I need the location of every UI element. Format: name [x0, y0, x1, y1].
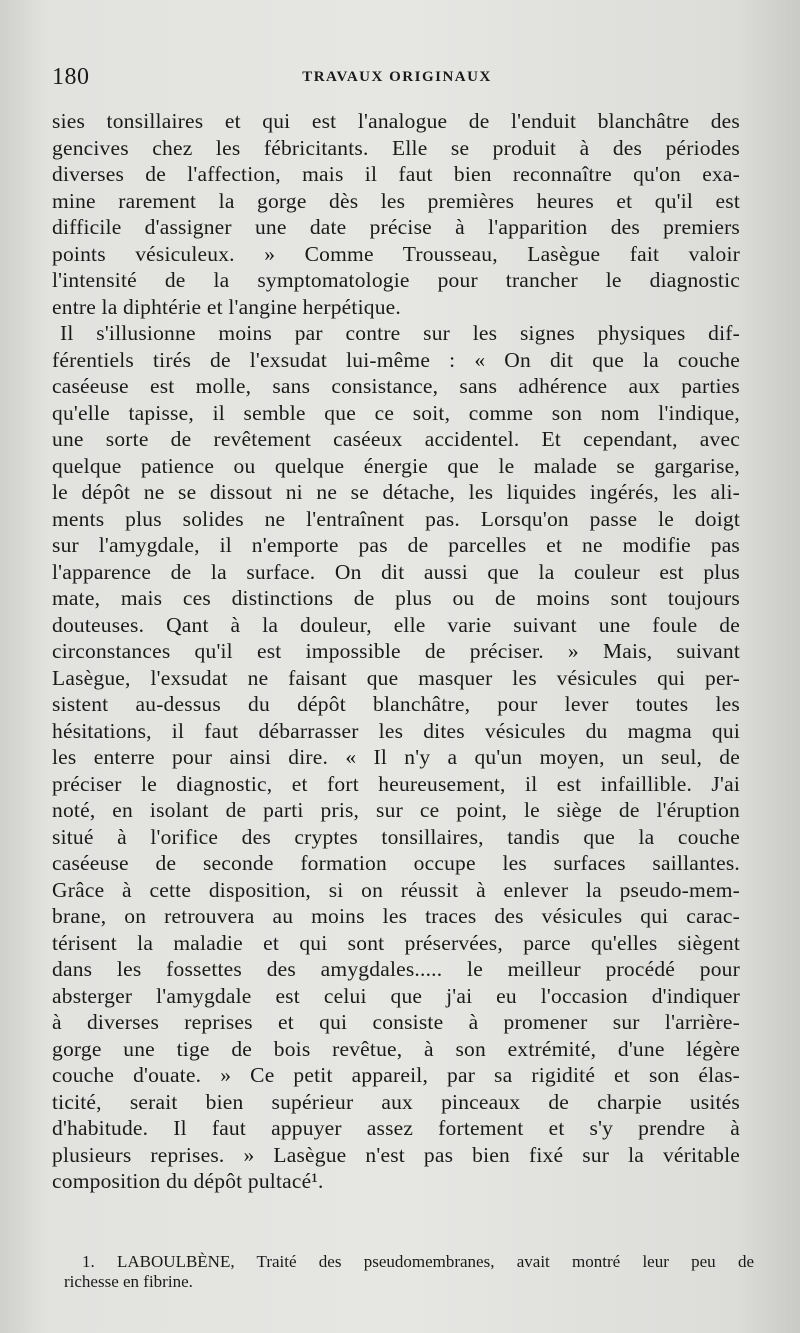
body-text: [52, 108, 740, 1195]
text-line: sistent au-dessus du dépôt blanchâtre, pour lever toutes les: [52, 692, 740, 716]
running-head: TRAVAUX ORIGINAUX: [302, 69, 492, 85]
text-line: Grâce à cette disposition, si on réussit à enlever la pseudo-mem-: [52, 877, 740, 902]
text-line: brane, on retrouvera au moins les traces des vésicules qui carac-: [52, 904, 740, 928]
text-line: quelque patience ou quelque énergie que le malade se gargarise,: [52, 453, 740, 478]
text-line: hésitations, il faut débarrasser les dites vésicules du magma qui: [52, 718, 740, 743]
text-line: férentiels tirés de l'exsudat lui-même : « On dit que la couche: [52, 347, 740, 372]
text-line: Il s'illusionne moins par contre sur les signes physiques dif-: [60, 321, 740, 345]
text-line: d'habitude. Il faut appuyer assez fortement et s'y prendre à: [52, 1116, 740, 1140]
text-line: absterger l'amygdale est celui que j'ai eu l'occasion d'indiquer: [52, 983, 740, 1008]
text-line: entre la diphtérie et l'angine herpétique.: [52, 294, 401, 319]
text-line: préciser le diagnostic, et fort heureusement, il est infaillible. J'ai: [52, 771, 740, 796]
text-line: douteuses. Qant à la douleur, elle varie suivant une foule de: [52, 612, 740, 637]
page-header: [52, 64, 742, 94]
text-line: l'apparence de la surface. On dit aussi que la couleur est plus: [52, 559, 740, 584]
text-line: gorge une tige de bois revêtue, à son extrémité, d'une légère: [52, 1036, 740, 1061]
text-line: gencives chez les fébricitants. Elle se produit à des périodes: [52, 135, 740, 160]
text-line: circonstances qu'il est impossible de préciser. » Mais, suivant: [52, 639, 740, 663]
footnote: [64, 1252, 754, 1292]
text-line: sies tonsillaires et qui est l'analogue de l'enduit blanchâtre des: [52, 109, 740, 133]
text-line: difficile d'assigner une date précise à l'apparition des premiers: [52, 215, 740, 239]
text-line: mate, mais ces distinctions de plus ou de moins sont toujours: [52, 586, 740, 610]
text-line: le dépôt ne se dissout ni ne se détache, les liquides ingérés, les ali-: [52, 480, 740, 504]
text-line: ments plus solides ne l'entraînent pas. Lorsqu'on passe le doigt: [52, 506, 740, 531]
text-line: qu'elle tapisse, il semble que ce soit, comme son nom l'indique,: [52, 400, 740, 425]
text-line: Lasègue, l'exsudat ne faisant que masquer les vésicules qui per-: [52, 665, 740, 690]
text-line: une sorte de revêtement caséeux accidentel. Et cependant, avec: [52, 427, 740, 451]
text-line: situé à l'orifice des cryptes tonsillaires, tandis que la couche: [52, 824, 740, 849]
text-line: composition du dépôt pultacé¹.: [52, 1169, 324, 1193]
text-line: l'intensité de la symptomatologie pour trancher le diagnostic: [52, 268, 740, 292]
text-line: dans les fossettes des amygdales..... le meilleur procédé pour: [52, 957, 740, 981]
text-line: ticité, serait bien supérieur aux pinceaux de charpie usités: [52, 1089, 740, 1114]
text-line: noté, en isolant de parti pris, sur ce point, le siège de l'éruption: [52, 798, 740, 822]
text-line: les enterre pour ainsi dire. « Il n'y a qu'un moyen, un seul, de: [52, 745, 740, 769]
text-line: caséeuse est molle, sans consistance, sans adhérence aux parties: [52, 374, 740, 398]
text-line: diverses de l'affection, mais il faut bien reconnaître qu'on exa-: [52, 162, 740, 186]
footnote-line: richesse en fibrine.: [64, 1272, 193, 1291]
footnote-line: 1. LABOULBÈNE, Traité des pseudomembranes, avait montré leur peu de: [82, 1252, 754, 1271]
text-line: plusieurs reprises. » Lasègue n'est pas bien fixé sur la véritable: [52, 1142, 740, 1167]
text-line: térisent la maladie et qui sont préservées, parce qu'elles siègent: [52, 930, 740, 955]
page-number: 180: [52, 64, 90, 90]
text-line: mine rarement la gorge dès les premières heures et qu'il est: [52, 188, 740, 213]
text-line: caséeuse de seconde formation occupe les surfaces saillantes.: [52, 851, 740, 875]
text-line: à diverses reprises et qui consiste à promener sur l'arrière-: [52, 1010, 740, 1034]
text-line: couche d'ouate. » Ce petit appareil, par sa rigidité et son élas-: [52, 1063, 740, 1087]
text-line: points vésiculeux. » Comme Trousseau, Lasègue fait valoir: [52, 241, 740, 266]
text-line: sur l'amygdale, il n'emporte pas de parcelles et ne modifie pas: [52, 533, 740, 557]
